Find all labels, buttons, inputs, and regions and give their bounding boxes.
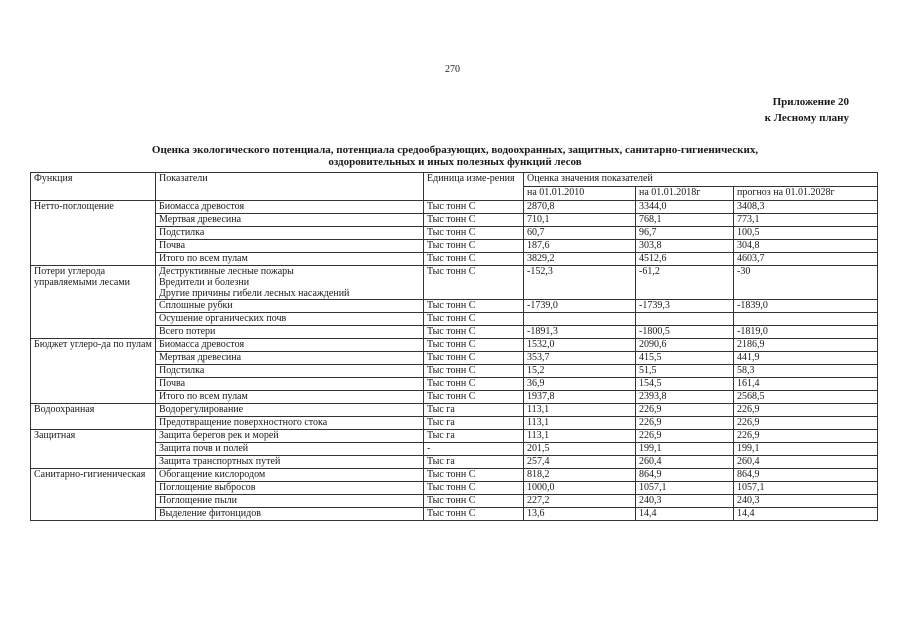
value-2010-cell: 201,5 <box>524 443 636 456</box>
value-2010-cell: 113,1 <box>524 417 636 430</box>
table-row <box>31 352 878 365</box>
function-cell: Санитарно-гигиеническая <box>31 469 156 521</box>
value-2018-cell: 1057,1 <box>636 482 734 495</box>
value-2018-cell: 14,4 <box>636 508 734 521</box>
title-line-1: Оценка экологического потенциала, потенциала средообразующих, водоохранных, защитных, санитарно-гигиенических, <box>151 144 759 156</box>
value-2028-cell: 226,9 <box>734 417 878 430</box>
indicator-cell: Защита берегов рек и морей <box>156 430 424 443</box>
value-2010-cell: 353,7 <box>524 352 636 365</box>
header-2010: на 01.01.2010 <box>524 187 636 201</box>
table-header <box>31 173 878 201</box>
unit-cell: Тыс га <box>424 404 524 417</box>
unit-cell: Тыс тонн С <box>424 469 524 482</box>
value-2018-cell: 415,5 <box>636 352 734 365</box>
value-2010-cell: 710,1 <box>524 214 636 227</box>
value-2028-cell: 1057,1 <box>734 482 878 495</box>
unit-cell: Тыс тонн С <box>424 352 524 365</box>
table-row <box>31 469 878 482</box>
indicator-cell: Почва <box>156 378 424 391</box>
indicator-cell: Защита транспортных путей <box>156 456 424 469</box>
header-indicators: Показатели <box>156 173 424 201</box>
table-row <box>31 326 878 339</box>
value-2018-cell: 2393,8 <box>636 391 734 404</box>
indicator-cell <box>156 266 424 300</box>
value-2010-cell: 187,6 <box>524 240 636 253</box>
indicator-cell: Всего потери <box>156 326 424 339</box>
unit-cell: Тыс тонн С <box>424 482 524 495</box>
header-function: Функция <box>31 173 156 201</box>
value-2010-cell: 2870,8 <box>524 201 636 214</box>
value-2010-cell <box>524 313 636 326</box>
value-2010-cell: 227,2 <box>524 495 636 508</box>
table-row <box>31 266 878 300</box>
value-2028-cell: -30 <box>734 266 878 300</box>
unit-cell: Тыс тонн С <box>424 300 524 313</box>
indicator-cell: Водорегулирование <box>156 404 424 417</box>
title-line-2: оздоровительных и иных полезных функций лесов <box>328 156 582 168</box>
value-2018-cell: 864,9 <box>636 469 734 482</box>
unit-cell: Тыс га <box>424 430 524 443</box>
table-body <box>31 201 878 521</box>
value-2028-cell: 2186,9 <box>734 339 878 352</box>
unit-cell: Тыс тонн С <box>424 495 524 508</box>
table-row <box>31 365 878 378</box>
header-estimate: Оценка значения показателей <box>524 173 878 187</box>
table-row <box>31 443 878 456</box>
value-2028-cell: 441,9 <box>734 352 878 365</box>
function-cell: Бюджет углеро-да по пулам <box>31 339 156 404</box>
unit-cell: Тыс тонн С <box>424 339 524 352</box>
table-row <box>31 508 878 521</box>
value-2010-cell: 36,9 <box>524 378 636 391</box>
appendix-line-1: Приложение 20 <box>772 96 849 108</box>
value-2028-cell: 260,4 <box>734 456 878 469</box>
indicator-cell: Поглощение выбросов <box>156 482 424 495</box>
value-2010-cell: 15,2 <box>524 365 636 378</box>
unit-cell: Тыс тонн С <box>424 227 524 240</box>
indicator-cell: Осушение органических почв <box>156 313 424 326</box>
table-row <box>31 456 878 469</box>
unit-cell: Тыс тонн С <box>424 240 524 253</box>
table-row <box>31 253 878 266</box>
indicator-cell: Итого по всем пулам <box>156 391 424 404</box>
value-2028-cell <box>734 313 878 326</box>
table-row <box>31 495 878 508</box>
header-2028: прогноз на 01.01.2028г <box>734 187 878 201</box>
indicator-line: Деструктивные лесные пожары <box>159 266 294 277</box>
unit-cell: Тыс тонн С <box>424 326 524 339</box>
value-2028-cell: 161,4 <box>734 378 878 391</box>
value-2018-cell: 260,4 <box>636 456 734 469</box>
indicator-cell: Подстилка <box>156 365 424 378</box>
value-2010-cell: 1937,8 <box>524 391 636 404</box>
unit-cell: Тыс тонн С <box>424 365 524 378</box>
value-2010-cell: 113,1 <box>524 430 636 443</box>
forest-functions-table <box>30 172 878 521</box>
header-unit: Единица изме-рения <box>424 173 524 201</box>
indicator-cell: Биомасса древостоя <box>156 339 424 352</box>
function-cell: Защитная <box>31 430 156 469</box>
indicator-line: Вредители и болезни <box>159 277 250 288</box>
value-2028-cell: 199,1 <box>734 443 878 456</box>
table-row <box>31 240 878 253</box>
unit-cell: Тыс тонн С <box>424 253 524 266</box>
value-2028-cell: 100,5 <box>734 227 878 240</box>
indicator-cell: Поглощение пыли <box>156 495 424 508</box>
value-2018-cell <box>636 313 734 326</box>
indicator-cell: Почва <box>156 240 424 253</box>
table-row <box>31 300 878 313</box>
value-2018-cell: 2090,6 <box>636 339 734 352</box>
indicator-cell: Предотвращение поверхностного стока <box>156 417 424 430</box>
value-2018-cell: 303,8 <box>636 240 734 253</box>
table-row <box>31 417 878 430</box>
table-row <box>31 227 878 240</box>
indicator-cell: Сплошные рубки <box>156 300 424 313</box>
indicator-cell: Подстилка <box>156 227 424 240</box>
value-2010-cell: -1739,0 <box>524 300 636 313</box>
table-row <box>31 378 878 391</box>
table-row <box>31 430 878 443</box>
unit-cell: Тыс га <box>424 417 524 430</box>
value-2018-cell: 226,9 <box>636 404 734 417</box>
function-cell: Потери углерода управляемыми лесами <box>31 266 156 339</box>
value-2018-cell: 240,3 <box>636 495 734 508</box>
value-2028-cell: 14,4 <box>734 508 878 521</box>
value-2028-cell: 3408,3 <box>734 201 878 214</box>
indicator-cell: Защита почв и полей <box>156 443 424 456</box>
indicator-line: Другие причины гибели лесных насаждений <box>159 288 350 299</box>
table-row <box>31 482 878 495</box>
value-2010-cell: 113,1 <box>524 404 636 417</box>
header-2018: на 01.01.2018г <box>636 187 734 201</box>
value-2010-cell: -1891,3 <box>524 326 636 339</box>
unit-cell: Тыс тонн С <box>424 378 524 391</box>
value-2018-cell: 226,9 <box>636 430 734 443</box>
value-2010-cell: 1000,0 <box>524 482 636 495</box>
value-2010-cell: 3829,2 <box>524 253 636 266</box>
value-2018-cell: -1739,3 <box>636 300 734 313</box>
value-2018-cell: 226,9 <box>636 417 734 430</box>
table-row <box>31 313 878 326</box>
value-2028-cell: 864,9 <box>734 469 878 482</box>
function-cell: Нетто-поглощение <box>31 201 156 266</box>
unit-cell: Тыс га <box>424 456 524 469</box>
function-cell: Водоохранная <box>31 404 156 430</box>
table-row <box>31 404 878 417</box>
value-2028-cell: 773,1 <box>734 214 878 227</box>
value-2028-cell: 2568,5 <box>734 391 878 404</box>
table-row <box>31 214 878 227</box>
value-2010-cell: 60,7 <box>524 227 636 240</box>
value-2010-cell: 1532,0 <box>524 339 636 352</box>
appendix-label <box>765 94 849 126</box>
value-2018-cell: -61,2 <box>636 266 734 300</box>
value-2010-cell: -152,3 <box>524 266 636 300</box>
indicator-cell: Обогащение кислородом <box>156 469 424 482</box>
value-2010-cell: 13,6 <box>524 508 636 521</box>
unit-cell: Тыс тонн С <box>424 313 524 326</box>
unit-cell: Тыс тонн С <box>424 391 524 404</box>
value-2028-cell: 226,9 <box>734 404 878 417</box>
value-2018-cell: 199,1 <box>636 443 734 456</box>
unit-cell: Тыс тонн С <box>424 508 524 521</box>
value-2010-cell: 818,2 <box>524 469 636 482</box>
value-2028-cell: -1819,0 <box>734 326 878 339</box>
indicator-cell: Выделение фитонцидов <box>156 508 424 521</box>
value-2028-cell: 226,9 <box>734 430 878 443</box>
value-2018-cell: 51,5 <box>636 365 734 378</box>
document-title <box>60 144 850 168</box>
appendix-line-2: к Лесному плану <box>764 112 849 124</box>
unit-cell: Тыс тонн С <box>424 201 524 214</box>
unit-cell: - <box>424 443 524 456</box>
value-2018-cell: 154,5 <box>636 378 734 391</box>
page-number: 270 <box>445 64 460 75</box>
indicator-cell: Мертвая древесина <box>156 214 424 227</box>
value-2018-cell: -1800,5 <box>636 326 734 339</box>
value-2018-cell: 768,1 <box>636 214 734 227</box>
table-row <box>31 391 878 404</box>
table-row <box>31 201 878 214</box>
value-2018-cell: 96,7 <box>636 227 734 240</box>
value-2018-cell: 4512,6 <box>636 253 734 266</box>
value-2028-cell: -1839,0 <box>734 300 878 313</box>
indicator-cell: Биомасса древостоя <box>156 201 424 214</box>
value-2028-cell: 240,3 <box>734 495 878 508</box>
unit-cell: Тыс тонн С <box>424 266 524 300</box>
table-row <box>31 339 878 352</box>
value-2028-cell: 304,8 <box>734 240 878 253</box>
value-2028-cell: 58,3 <box>734 365 878 378</box>
value-2028-cell: 4603,7 <box>734 253 878 266</box>
value-2010-cell: 257,4 <box>524 456 636 469</box>
indicator-cell: Итого по всем пулам <box>156 253 424 266</box>
indicator-cell: Мертвая древесина <box>156 352 424 365</box>
value-2018-cell: 3344,0 <box>636 201 734 214</box>
unit-cell: Тыс тонн С <box>424 214 524 227</box>
